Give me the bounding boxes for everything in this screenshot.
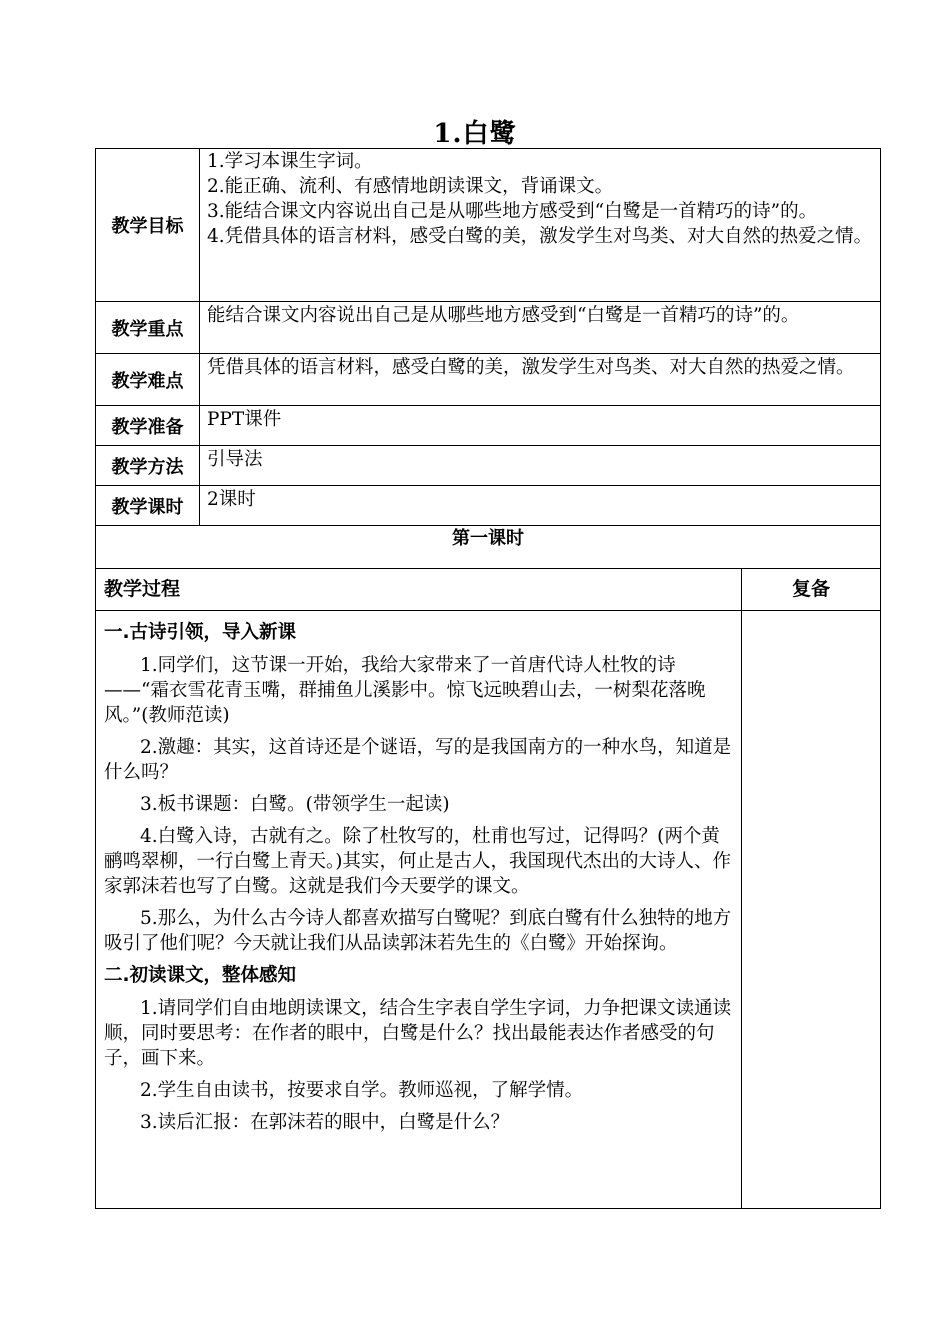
goal-item: 1.学习本课生字词。 [207, 151, 373, 172]
process-paragraph: 3.读后汇报：在郭沫若的眼中，白鹭是什么？ [140, 1112, 510, 1133]
row-divider [95, 405, 881, 406]
process-paragraph: 1.同学们，这节课一开始，我给大家带来了一首唐代诗人杜牧的诗——“霜衣雪花青玉嘴，群捕鱼儿溪影中。惊飞远映碧山去，一树梨花落晚风。”(教师范读) [104, 655, 706, 726]
row-divider [95, 610, 881, 611]
process-paragraph: 3.板书课题：白鹭。(带领学生一起读) [140, 794, 450, 815]
page-title: 1.白鹭 [433, 119, 517, 149]
process-header: 教学过程 [104, 578, 181, 600]
label-difficulties: 教学难点 [111, 370, 184, 392]
hours-content: 2课时 [207, 489, 256, 510]
row-divider [95, 353, 881, 354]
goal-item: 4.凭借具体的语言材料，感受白鹭的美，激发学生对鸟类、对大自然的热爱之情。 [207, 226, 873, 247]
process-content [104, 620, 732, 1142]
goal-item: 2.能正确、流利、有感情地朗读课文，背诵课文。 [207, 176, 614, 197]
label-method: 教学方法 [111, 456, 184, 478]
row-divider [95, 568, 881, 569]
row-divider [95, 445, 881, 446]
difficulties-content: 凭借具体的语言材料，感受白鹭的美，激发学生对鸟类、对大自然的热爱之情。 [207, 357, 855, 378]
column-divider [199, 148, 200, 525]
method-content: 引导法 [207, 449, 263, 470]
row-divider [95, 301, 881, 302]
preparation-content: PPT课件 [207, 409, 282, 430]
label-key-points: 教学重点 [111, 318, 184, 340]
row-divider [95, 485, 881, 486]
process-paragraph: 2.学生自由读书，按要求自学。教师巡视，了解学情。 [140, 1080, 584, 1101]
label-preparation: 教学准备 [111, 416, 184, 438]
section-title: 第一课时 [452, 528, 524, 549]
section-heading: 一.古诗引领，导入新课 [104, 622, 297, 643]
notes-header: 复备 [791, 578, 830, 600]
process-paragraph: 1.请同学们自由地朗读课文，结合生字表自学生字词，力争把课文读通读顺，同时要思考：在作者的眼中，白鹭是什么？找出最能表达作者感受的句子，画下来。 [104, 998, 732, 1069]
goal-item: 3.能结合课文内容说出自己是从哪些地方感受到“白鹭是一首精巧的诗”的。 [207, 201, 818, 222]
label-goals: 教学目标 [111, 216, 184, 237]
goals-content [207, 149, 873, 249]
process-paragraph: 5.那么，为什么古今诗人都喜欢描写白鹭呢？到底白鹭有什么独特的地方吸引了他们呢？今天就让我们从品读郭沫若先生的《白鹭》开始探询。 [104, 908, 732, 954]
process-paragraph: 2.激趣：其实，这首诗还是个谜语，写的是我国南方的一种水鸟，知道是什么吗？ [104, 737, 732, 783]
label-hours: 教学课时 [111, 496, 184, 518]
column-divider [741, 568, 742, 1209]
section-heading: 二.初读课文，整体感知 [104, 965, 297, 986]
key-points-content: 能结合课文内容说出自己是从哪些地方感受到“白鹭是一首精巧的诗”的。 [207, 305, 800, 326]
process-paragraph: 4.白鹭入诗，古就有之。除了杜牧写的，杜甫也写过，记得吗？(两个黄鹂鸣翠柳，一行白鹭上青天。)其实，何止是古人，我国现代杰出的大诗人、作家郭沫若也写了白鹭。这就是我们今天要学的课文。 [104, 826, 731, 897]
